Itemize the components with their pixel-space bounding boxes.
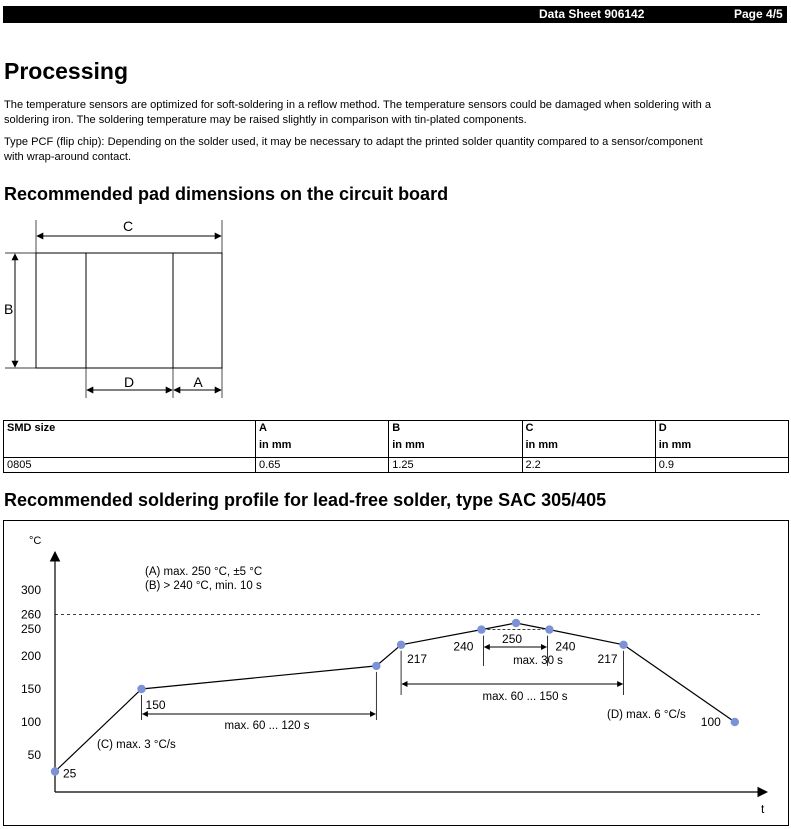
profile-point: [731, 718, 739, 726]
section-title-soldering-profile: Recommended soldering profile for lead-free solder, type SAC 305/405: [4, 490, 607, 510]
y-tick-label: 100: [20, 715, 41, 729]
point-label: 150: [145, 698, 166, 712]
table-header-cell: SMD size: [4, 421, 256, 458]
p2-line2: with wrap-around contact.: [4, 151, 132, 163]
note-a: (A) max. 250 °C, ±5 °C: [145, 566, 263, 578]
pad-outline: [36, 253, 222, 368]
y-axis-label: °C: [29, 535, 42, 547]
p1-line2: soldering iron. The soldering temperature may be raised slightly in comparison with tin-plated components.: [4, 114, 527, 126]
dimension-c-label: C: [122, 218, 134, 234]
profile-point: [545, 625, 553, 633]
p2-line1: Type PCF (flip chip): Depending on the solder used, it may be necessary to adapt the printed solder quantity compared to a sensor/component: [4, 136, 703, 148]
point-label: 25: [63, 766, 77, 781]
span-liquidus-label: max. 60 ... 150 s: [482, 691, 568, 703]
soldering-profile-chart: [3, 520, 789, 826]
section-title-processing: Processing: [4, 58, 128, 84]
profile-point: [51, 767, 59, 775]
profile-point: [372, 662, 380, 670]
table-header-row: [4, 421, 789, 458]
chart-frame: [4, 521, 789, 826]
point-label: 217: [407, 651, 428, 666]
dimension-d-label: D: [123, 374, 135, 390]
profile-point: [619, 641, 627, 649]
point-label: 100: [700, 715, 721, 729]
profile-point: [512, 619, 520, 627]
processing-paragraph-1: [4, 98, 790, 128]
y-tick-label: 260: [20, 607, 41, 622]
y-tick-label: 150: [20, 682, 41, 696]
table-row: [4, 458, 789, 473]
p1-line1: The temperature sensors are optimized for soft-soldering in a reflow method. The temperature sensors could be damaged when soldering with a: [4, 99, 712, 111]
point-label: 240: [555, 639, 576, 654]
point-label: 250: [502, 632, 523, 646]
profile-point: [477, 625, 485, 633]
point-label: 217: [597, 651, 618, 666]
note-c: (C) max. 3 °C/s: [97, 739, 176, 751]
processing-paragraph-2: [4, 135, 790, 165]
table-cell: 0.65: [256, 458, 389, 473]
span-preheat-label: max. 60 ... 120 s: [224, 720, 310, 732]
smd-dimension-table: [3, 420, 789, 473]
profile-point: [397, 641, 405, 649]
doc-number: Data Sheet 906142: [539, 7, 645, 21]
y-tick-label: 300: [20, 583, 41, 597]
table-header-cell: C in mm: [522, 421, 655, 458]
table-header-cell: A in mm: [256, 421, 389, 458]
x-axis-label: t: [761, 802, 765, 816]
dimension-a-label: A: [193, 374, 203, 390]
y-tick-label: 200: [20, 649, 41, 663]
table-cell: 0805: [4, 458, 256, 473]
section-title-pad-dimensions: Recommended pad dimensions on the circuit board: [4, 184, 449, 204]
table-cell: 1.25: [389, 458, 522, 473]
span-peak-label: max. 30 s: [513, 655, 563, 667]
note-b: (B) > 240 °C, min. 10 s: [145, 580, 262, 592]
page-number: Page 4/5: [734, 7, 783, 21]
page-header: [3, 6, 787, 23]
dimension-b-label: B: [4, 301, 14, 317]
table-header-cell: D in mm: [655, 421, 788, 458]
point-label: 240: [453, 639, 474, 654]
table-header-cell: B in mm: [389, 421, 522, 458]
table-cell: 0.9: [655, 458, 788, 473]
table-cell: 2.2: [522, 458, 655, 473]
pad-dimension-diagram: [0, 210, 240, 410]
profile-point: [137, 685, 145, 693]
y-tick-label: 250: [20, 622, 41, 636]
note-d: (D) max. 6 °C/s: [607, 709, 686, 721]
y-tick-label: 50: [27, 748, 41, 762]
